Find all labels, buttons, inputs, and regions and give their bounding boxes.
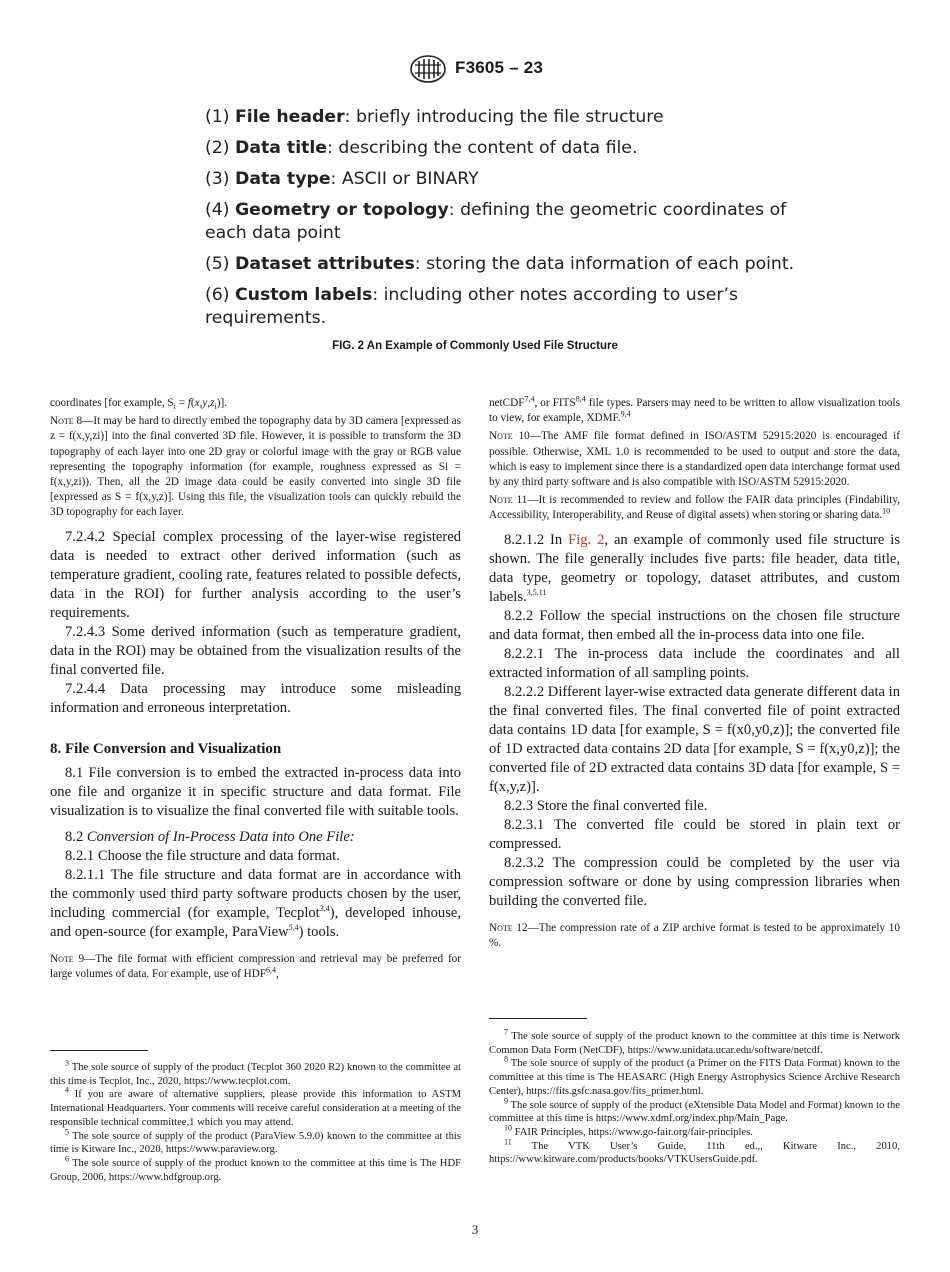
footnote-5: $^5$ The sole source of supply of the product (ParaView 5.9.0) known to the committee at this time is Kitware Inc., 2020, https://www.paraview.org. [50, 1126, 461, 1156]
figure-item-5 [205, 253, 805, 276]
paragraph-8-2-1-1: 8.2.1.1 The file structure and data format are in accordance with the commonly used third party software products chosen by the user, including commercial (for example, Tecplot$^{3,4}$), developed inhouse, and open-source (for example, ParaView$^{5,4}$) tools. [50, 866, 462, 940]
figure-item-desc: : describing the content of data file. [327, 138, 638, 158]
footnote-4: $^4$ If you are aware of alternative suppliers, please provide this information to ASTM International Headquarters. Your comments will receive careful consideration at a meeting of the responsible technical committee,1 which you may attend. [50, 1085, 461, 1128]
figure-item-number: (6) [205, 285, 235, 305]
figure-caption: FIG. 2 An Example of Commonly Used File Structure [332, 340, 618, 352]
astm-logo-icon [410, 55, 446, 83]
figure-item-term: Custom labels [234, 285, 373, 305]
figure-item-number: (2) [205, 138, 235, 158]
figure-item-1 [205, 106, 805, 129]
footnote-6: $^6$ The sole source of supply of the product known to the committee at this time is The HDF Group, 2006, https://www.hdfgroup.org. [50, 1154, 461, 1183]
figure-2-file-structure [205, 106, 805, 338]
page-number: 3 [471, 1222, 479, 1237]
figure-item-number: (1) [205, 107, 235, 127]
figure-item-term: Data type [234, 169, 331, 189]
figure-2-link[interactable]: Fig. 2 [568, 531, 605, 548]
paragraph-8-1: 8.1 File conversion is to embed the extracted in-process data into one file and organize it in specific structure and data format. File visualization is to visualize the final converted file with suitable tools. [50, 764, 461, 819]
figure-item-term: File header [234, 107, 345, 127]
footnotes-left [50, 1058, 461, 1184]
figure-item-desc: : ASCII or BINARY [330, 169, 479, 189]
footnote-11: $^{11}$ The VTK User’s Guide, 11th ed.,, Kitware Inc., 2010, https://www.kitware.com/products/books/VTKUsersGuide.pdf. [489, 1137, 900, 1166]
section-heading: 8. File Conversion and Visualization [50, 740, 282, 757]
paragraph-8-2-3-1: 8.2.3.1 The converted file could be stored in plain text or compressed. [489, 816, 900, 852]
figure-item-desc: : storing the data information of each point. [414, 254, 795, 274]
figure-item-desc: : defining the geometric coordinates of each data point [205, 200, 787, 243]
note-12: Note 12—The compression rate of a ZIP archive format is tested to be approximately 10 %. [489, 921, 900, 949]
note-10: Note 10—The AMF file format defined in ISO/ASTM 52915:2020 is encouraged if possible. Otherwise, XML 1.0 is recommended to be used to output and store the data, which is easy to implement since there is a standardized open data interchange format used by any third party software and is also compatible with ISO/ASTM 52915:2020. [489, 430, 900, 489]
left-column [50, 396, 461, 982]
paragraph-8-2-3: 8.2.3 Store the final converted file. [504, 797, 708, 814]
paragraph-8-2-1: 8.2.1 Choose the file structure and data format. [65, 847, 340, 864]
footnotes-right [489, 1027, 900, 1167]
note-label: Note [489, 921, 513, 934]
figure-item-term: Dataset attributes [234, 254, 415, 274]
paragraph-7-2-4-4: 7.2.4.4 Data processing may introduce some misleading information and erroneous interpretation. [50, 680, 461, 716]
note-label: Note [50, 952, 74, 965]
note-9: Note 9—The file format with efficient compression and retrieval may be preferred for large volumes of data. For example, use of HDF$^{6,4}$, [50, 952, 461, 980]
footnote-rule-left [50, 1050, 148, 1051]
paragraph-8-2-2: 8.2.2 Follow the special instructions on the chosen file structure and data format, then embed all the in-process data into one file. [489, 607, 900, 643]
footnote-9: $^9$ The sole source of supply of the product (eXtensible Data Model and Format) known to the committee at this time is https://www.xdmf.org/index.php/Main_Page. [489, 1095, 900, 1125]
footnote-3: $^3$ The sole source of supply of the product (Tecplot 360 2020 R2) known to the committee at this time is Tecplot, Inc., 2020, https://www.tecplot.com. [50, 1058, 461, 1087]
figure-item-desc: : briefly introducing the file structure [344, 107, 664, 127]
continued-text: netCDF$^{7,4}$, or FITS$^{8,4}$ file types. Parsers may need to be written to allow visualization tools to view, for example, XDMF.$^{9,4}$ [489, 394, 900, 425]
figure-item-term: Geometry or topology [234, 200, 449, 220]
note-8 [50, 414, 461, 520]
figure-item-term: Data title [234, 138, 328, 158]
subsection-title: Conversion of In-Process Data into One File: [86, 828, 355, 845]
paragraph-8-2: 8.2 Conversion of In-Process Data into One File: [65, 828, 355, 845]
note-label: Note [489, 494, 513, 507]
paragraph-8-2-2-2: 8.2.2.2 Different layer-wise extracted data generate different data in the final converted files. The final converted file of point extracted data contains 1D data [for example, S = f(x0,y0,z)]; the converted file of 1D extracted data contains 2D data [for example, S = f(x,y0,z)]; the converted file of 2D extracted data contains 3D data [for example, S = f(x,y,z)]. [489, 683, 900, 795]
standard-designation: F3605 – 23 [455, 58, 544, 77]
footnote-rule-right [489, 1018, 587, 1019]
note-label: Note [50, 415, 74, 428]
note-text: 8—It may be hard to directly embed the topography data by 3D camera [expressed as z = f(x,y,zi)] into the final converted 3D file. However, it is possible to transform the 3D topography of each layer into one 2D gray or colorful image with the gray or RGB value representing the topography information (for example, roughness expressed as Si = f(x,y,zi)). Then, all the 2D image data could be easily converted into single 3D file [expressed as S = f(x,y,z)]. Using this file, the visualization tools can quickly rebuild the 3D topography for each layer. [50, 415, 461, 519]
figure-item-3 [205, 168, 805, 191]
footnote-10: $^{10}$ FAIR Principles, https://www.go-fair.org/fair-principles. [504, 1123, 753, 1138]
footnote-8: $^8$ The sole source of supply of the product (a Primer on the FITS Data Format) known to the committee at this time is The HEASARC (High Energy Astrophysics Science Archive Research Center), https://fits.gsfc.nasa.gov/fits_primer.html. [489, 1054, 900, 1097]
paragraph-8-2-3-2: 8.2.3.2 The compression could be completed by the user via compression software or done by using compression libraries when building the converted file. [489, 854, 900, 909]
page-header [0, 54, 950, 84]
figure-item-number: (5) [205, 254, 235, 274]
paragraph-7-2-4-2: 7.2.4.2 Special complex processing of the layer-wise registered data is needed to extract other derived information (such as temperature gradient, cooling rate, features related to possible defects, data in the ROI) for further analysis according to the user’s requirements. [50, 528, 461, 621]
paragraph-8-2-1-2: 8.2.1.2 In Fig. 2, an example of commonly used file structure is shown. The file generally includes five parts: file header, data title, data type, geometry or topology, dataset attributes, and custom labels.$^{3,5,11}$ [489, 531, 901, 605]
note-label: Note [489, 430, 513, 443]
figure-item-2 [205, 137, 805, 160]
figure-item-desc: : including other notes according to user’s requirements. [205, 285, 738, 328]
continued-text: coordinates [for example, $S_i = f(x,y,z_i)$]. [50, 397, 228, 412]
figure-item-6 [205, 284, 805, 330]
paragraph-8-2-2-1: 8.2.2.1 The in-process data include the coordinates and all extracted information of all sampling points. [489, 645, 900, 681]
figure-item-number: (4) [205, 200, 235, 220]
footnote-7: $^7$ The sole source of supply of the product known to the committee at this time is Network Common Data Form (NetCDF), https://www.unidata.ucar.edu/software/netcdf. [489, 1027, 900, 1056]
figure-item-4 [205, 199, 805, 245]
figure-item-number: (3) [205, 169, 235, 189]
note-11: Note 11—It is recommended to review and follow the FAIR data principles (Findability, Accessibility, Interoperability, and Reuse of digital assets) when storing or sharing data.$^{10}$ [489, 494, 900, 522]
paragraph-7-2-4-3: 7.2.4.3 Some derived information (such as temperature gradient, data in the ROI) may be obtained from the visualization results of the final converted file. [50, 623, 461, 678]
right-column [489, 396, 900, 951]
